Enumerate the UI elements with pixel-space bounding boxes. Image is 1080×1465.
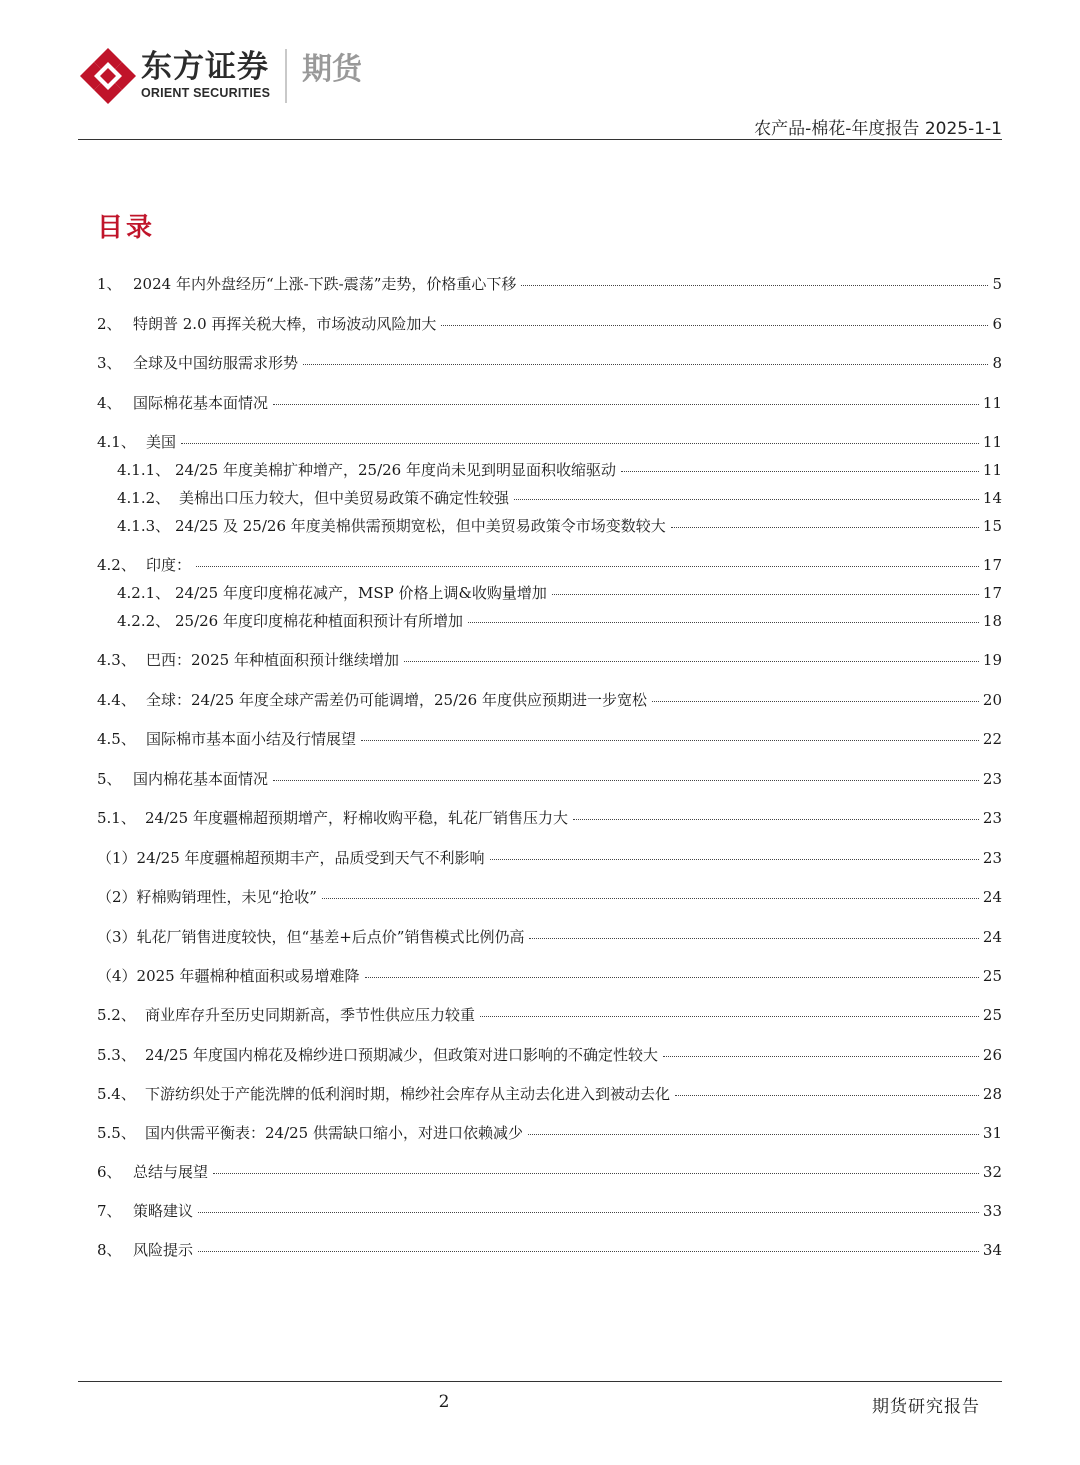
toc-item-page: 34	[982, 1241, 1002, 1259]
toc-item[interactable]	[97, 1084, 1002, 1104]
toc-item-page: 17	[982, 584, 1002, 602]
toc-item-text: 2024 年内外盘经历“上涨-下跌-震荡”走势，价格重心下移	[133, 275, 517, 293]
toc-leader-dots	[273, 780, 979, 781]
toc-leader-dots	[490, 859, 979, 860]
toc-item-number: 3、	[97, 354, 122, 372]
toc-item-text: 巴西：2025 年种植面积预计继续增加	[146, 651, 399, 669]
toc-item-text: 全球及中国纺服需求形势	[133, 354, 299, 372]
toc-item-number: 5.1、	[97, 809, 136, 827]
toc-item-page: 11	[982, 461, 1002, 479]
toc-item-page: 19	[982, 651, 1002, 669]
toc-item[interactable]	[97, 808, 1002, 828]
toc-leader-dots	[514, 499, 979, 500]
toc-item[interactable]	[97, 353, 1002, 373]
toc-item-number: 4.2.1、	[117, 584, 171, 602]
toc-item-number: 5、	[97, 770, 122, 788]
toc-item[interactable]	[97, 1162, 1002, 1182]
toc-leader-dots	[480, 1016, 979, 1017]
toc-item[interactable]	[97, 432, 1002, 452]
toc-item[interactable]	[97, 1201, 1002, 1221]
toc-item[interactable]	[97, 314, 1002, 334]
toc-item[interactable]	[117, 611, 1002, 631]
toc-item-page: 22	[982, 730, 1002, 748]
toc-item-text: （3）轧花厂销售进度较快，但“基差+后点价”销售模式比例仍高	[97, 928, 525, 946]
toc-item-page: 17	[982, 556, 1002, 574]
toc-leader-dots	[552, 594, 979, 595]
toc-leader-dots	[303, 364, 988, 365]
toc-leader-dots	[521, 285, 988, 286]
toc-leader-dots	[621, 471, 979, 472]
toc-item-text: （2）籽棉购销理性，未见“抢收”	[97, 888, 317, 906]
toc-item[interactable]	[97, 848, 1002, 868]
toc-item-text: 风险提示	[133, 1241, 194, 1259]
toc-item-text: 24/25 年度国内棉花及棉纱进口预期减少，但政策对进口影响的不确定性较大	[145, 1046, 658, 1064]
toc-item-page: 11	[982, 433, 1002, 451]
toc-leader-dots	[441, 325, 988, 326]
toc-item-page: 25	[982, 967, 1002, 985]
toc-leader-dots	[365, 977, 979, 978]
toc-item-number: 4、	[97, 394, 122, 412]
toc-leader-dots	[273, 404, 979, 405]
toc-item-page: 26	[982, 1046, 1002, 1064]
footer-label: 期货研究报告	[872, 1397, 980, 1417]
toc-item-number: 8、	[97, 1241, 122, 1259]
toc-item-text: 商业库存升至历史同期新高，季节性供应压力较重	[145, 1006, 476, 1024]
toc-leader-dots	[213, 1173, 979, 1174]
toc-item-page: 6	[992, 315, 1002, 333]
toc-leader-dots	[652, 701, 979, 702]
toc-item-page: 20	[982, 691, 1002, 709]
toc-item-text: 下游纺织处于产能洗牌的低利润时期，棉纱社会库存从主动去化进入到被动去化	[145, 1085, 671, 1103]
toc-item-page: 5	[992, 275, 1002, 293]
brand-subtitle: 期货	[302, 52, 362, 87]
toc-leader-dots	[198, 1212, 979, 1213]
toc-item-number: 4.4、	[97, 691, 136, 709]
toc-leader-dots	[181, 443, 979, 444]
toc-leader-dots	[663, 1056, 979, 1057]
toc-item-page: 31	[982, 1124, 1002, 1142]
toc-leader-dots	[528, 1134, 979, 1135]
toc-item-page: 8	[992, 354, 1002, 372]
toc-item-text: 美棉出口压力较大，但中美贸易政策不确定性较强	[179, 489, 510, 507]
toc-item-number: 5.4、	[97, 1085, 136, 1103]
toc-item-page: 33	[982, 1202, 1002, 1220]
toc-item-number: 2、	[97, 315, 122, 333]
page-number: 2	[438, 1392, 450, 1412]
toc-item-number: 4.5、	[97, 730, 136, 748]
toc-item-text: 国际棉市基本面小结及行情展望	[146, 730, 357, 748]
toc-item-number: 4.1、	[97, 433, 136, 451]
toc-leader-dots	[196, 566, 979, 567]
brand-name-en: ORIENT SECURITIES	[141, 86, 271, 100]
toc-item[interactable]	[97, 887, 1002, 907]
toc-item-number: 4.2.2、	[117, 612, 171, 630]
toc-item[interactable]	[97, 555, 1002, 575]
toc-leader-dots	[404, 661, 979, 662]
toc-item-number: 5.5、	[97, 1124, 136, 1142]
toc-item-page: 24	[982, 928, 1002, 946]
toc-item-page: 11	[982, 394, 1002, 412]
toc-item-text: 国内棉花基本面情况	[133, 770, 269, 788]
toc-title: 目录	[97, 213, 156, 243]
toc-item[interactable]	[117, 516, 1002, 536]
toc-item-number: 5.3、	[97, 1046, 136, 1064]
toc-item-page: 23	[982, 809, 1002, 827]
toc-item-text: 国际棉花基本面情况	[133, 394, 269, 412]
toc-item-page: 23	[982, 849, 1002, 867]
toc-item-text: 策略建议	[133, 1202, 194, 1220]
toc-item[interactable]	[97, 650, 1002, 670]
toc-leader-dots	[675, 1095, 979, 1096]
toc-item-text: （4）2025 年疆棉种植面积或易增难降	[97, 967, 360, 985]
toc-item-text: 总结与展望	[133, 1163, 209, 1181]
toc-item[interactable]	[117, 488, 1002, 508]
toc-item[interactable]	[117, 583, 1002, 603]
toc-item-text: 美国	[146, 433, 177, 451]
toc-leader-dots	[671, 527, 979, 528]
toc-item[interactable]	[97, 393, 1002, 413]
toc-item[interactable]	[97, 690, 1002, 710]
toc-item[interactable]	[117, 460, 1002, 480]
toc-leader-dots	[468, 622, 979, 623]
toc-item-page: 32	[982, 1163, 1002, 1181]
footer-divider	[78, 1381, 1002, 1382]
toc-leader-dots	[573, 819, 979, 820]
toc-item-number: 6、	[97, 1163, 122, 1181]
toc-item-page: 24	[982, 888, 1002, 906]
toc-item[interactable]	[97, 1240, 1002, 1260]
toc-item-number: 4.1.2、	[117, 489, 171, 507]
toc-leader-dots	[529, 938, 978, 939]
toc-item-text: （1）24/25 年度疆棉超预期丰产，品质受到天气不利影响	[97, 849, 485, 867]
toc-item-text: 24/25 年度美棉扩种增产，25/26 年度尚未见到明显面积收缩驱动	[175, 461, 616, 479]
toc-item-text: 24/25 及 25/26 年度美棉供需预期宽松，但中美贸易政策令市场变数较大	[175, 517, 666, 535]
toc-item-text: 全球：24/25 年度全球产需差仍可能调增，25/26 年度供应预期进一步宽松	[146, 691, 647, 709]
toc-item-text: 24/25 年度疆棉超预期增产，籽棉收购平稳，轧花厂销售压力大	[145, 809, 568, 827]
toc-leader-dots	[361, 740, 979, 741]
toc-item-text: 特朗普 2.0 再挥关税大棒，市场波动风险加大	[133, 315, 437, 333]
toc-item-text: 印度：	[146, 556, 192, 574]
toc-item[interactable]	[97, 1123, 1002, 1143]
toc-leader-dots	[198, 1251, 979, 1252]
toc-item-page: 18	[982, 612, 1002, 630]
toc-item-page: 15	[982, 517, 1002, 535]
toc-item-text: 25/26 年度印度棉花种植面积预计有所增加	[175, 612, 463, 630]
toc-item[interactable]	[97, 1005, 1002, 1025]
toc-item[interactable]	[97, 966, 1002, 986]
toc-item-number: 4.1.1、	[117, 461, 171, 479]
toc-item[interactable]	[97, 769, 1002, 789]
toc-item-page: 14	[982, 489, 1002, 507]
brand-name-cn: 东方证券	[141, 49, 269, 85]
toc-item-text: 国内供需平衡表：24/25 供需缺口缩小，对进口依赖减少	[145, 1124, 523, 1142]
toc-item-number: 7、	[97, 1202, 122, 1220]
toc-item-number: 4.1.3、	[117, 517, 171, 535]
toc-item[interactable]	[97, 927, 1002, 947]
toc-item-page: 23	[982, 770, 1002, 788]
toc-item-number: 4.2、	[97, 556, 136, 574]
toc-item[interactable]	[97, 274, 1002, 294]
toc-item-number: 4.3、	[97, 651, 136, 669]
report-meta: 农产品-棉花-年度报告 2025-1-1	[754, 119, 1002, 139]
toc-item[interactable]	[97, 1045, 1002, 1065]
toc-item-number: 1、	[97, 275, 122, 293]
toc-item-page: 28	[982, 1085, 1002, 1103]
toc-leader-dots	[322, 898, 979, 899]
toc-item[interactable]	[97, 729, 1002, 749]
toc-item-page: 25	[982, 1006, 1002, 1024]
toc-item-number: 5.2、	[97, 1006, 136, 1024]
toc-item-text: 24/25 年度印度棉花减产，MSP 价格上调&收购量增加	[175, 584, 547, 602]
